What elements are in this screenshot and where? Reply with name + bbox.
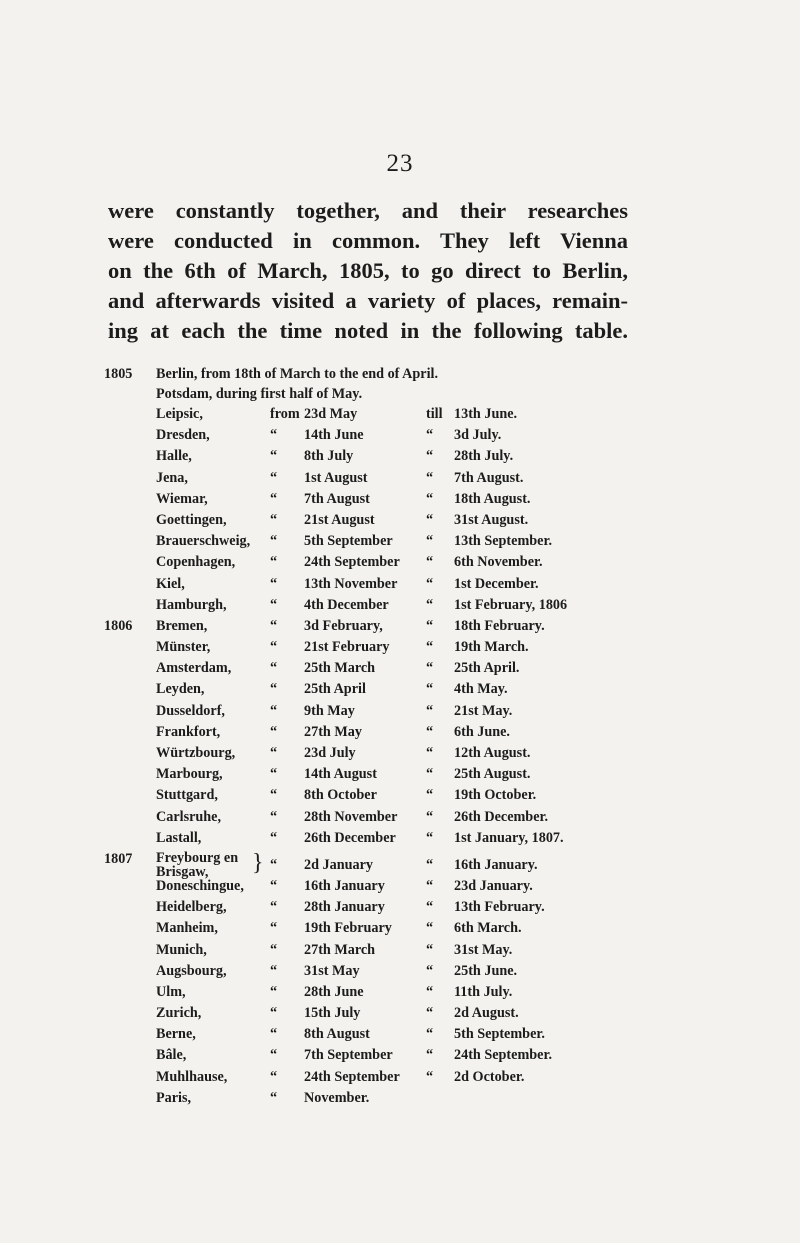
table-row bbox=[104, 1005, 624, 1026]
start-date: 27th March bbox=[304, 941, 376, 958]
till-label: “ bbox=[426, 899, 434, 916]
end-date: 2d October. bbox=[454, 1068, 525, 1085]
end-date: 13th September. bbox=[454, 533, 552, 550]
till-label: “ bbox=[426, 962, 434, 979]
start-date: 24th September bbox=[304, 554, 400, 571]
start-date: 25th April bbox=[304, 681, 366, 698]
till-label: “ bbox=[426, 617, 434, 634]
place-name: Brauerschweig, bbox=[156, 533, 251, 550]
end-date: 23d January. bbox=[454, 877, 533, 894]
place-name: Münster, bbox=[156, 639, 211, 656]
till-label: “ bbox=[426, 723, 434, 740]
end-date: 1st January, 1807. bbox=[454, 829, 564, 846]
start-date: 24th September bbox=[304, 1068, 400, 1085]
table-row bbox=[104, 878, 624, 899]
till-label: “ bbox=[426, 983, 434, 1000]
start-date: 3d February, bbox=[304, 617, 383, 634]
start-date: 16th January bbox=[304, 877, 385, 894]
place-name: Amsterdam, bbox=[156, 660, 232, 677]
till-label: “ bbox=[426, 511, 434, 528]
table-row bbox=[104, 1090, 624, 1111]
start-date: 27th May bbox=[304, 723, 362, 740]
end-date: 16th January. bbox=[454, 856, 538, 873]
table-row bbox=[104, 984, 624, 1005]
till-label: “ bbox=[426, 702, 434, 719]
table-row bbox=[104, 1069, 624, 1090]
end-date: 25th June. bbox=[454, 962, 518, 979]
from-label: “ bbox=[270, 617, 278, 634]
table-row bbox=[104, 681, 624, 702]
paragraph-line: were conducted in common. They left Vienna bbox=[108, 228, 628, 253]
from-label: “ bbox=[270, 962, 278, 979]
place-name: Copenhagen, bbox=[156, 554, 236, 571]
start-date: 14th August bbox=[304, 766, 377, 783]
intro-row bbox=[104, 386, 624, 406]
year-label: 1807 bbox=[104, 850, 133, 867]
from-label: “ bbox=[270, 660, 278, 677]
from-label: “ bbox=[270, 829, 278, 846]
table-row bbox=[104, 491, 624, 512]
from-label: “ bbox=[270, 941, 278, 958]
till-label: “ bbox=[426, 469, 434, 486]
till-label: “ bbox=[426, 575, 434, 592]
end-date: 13th February. bbox=[454, 899, 545, 916]
end-date: 1st December. bbox=[454, 575, 539, 592]
till-label: “ bbox=[426, 596, 434, 613]
table-row bbox=[104, 512, 624, 533]
end-date: 6th March. bbox=[454, 920, 522, 937]
from-label: “ bbox=[270, 702, 278, 719]
place-name: Doneschingue, bbox=[156, 877, 244, 894]
place-name: Paris, bbox=[156, 1089, 192, 1106]
from-label: “ bbox=[270, 427, 278, 444]
end-date: 18th August. bbox=[454, 490, 531, 507]
intro-row bbox=[104, 366, 624, 386]
end-date: 13th June. bbox=[454, 406, 518, 422]
from-label: “ bbox=[270, 533, 278, 550]
paragraph-line: were constantly together, and their researches bbox=[108, 198, 628, 223]
start-date: 26th December bbox=[304, 829, 396, 846]
place-name: Wiemar, bbox=[156, 490, 208, 507]
table-row bbox=[104, 1047, 624, 1068]
table-row bbox=[104, 809, 624, 830]
till-label: “ bbox=[426, 1068, 434, 1085]
end-date: 18th February. bbox=[454, 617, 545, 634]
table-row bbox=[104, 448, 624, 469]
end-date: 26th December. bbox=[454, 808, 549, 825]
from-label: “ bbox=[270, 1047, 278, 1064]
till-label: “ bbox=[426, 1005, 434, 1022]
table-row bbox=[104, 533, 624, 554]
place-name: Kiel, bbox=[156, 575, 185, 592]
from-label: “ bbox=[270, 983, 278, 1000]
place-name bbox=[156, 851, 238, 879]
place-name: Jena, bbox=[156, 469, 188, 486]
table-row bbox=[104, 554, 624, 575]
year-label: 1806 bbox=[104, 617, 133, 634]
from-label: “ bbox=[270, 490, 278, 507]
start-date: 31st May bbox=[304, 962, 360, 979]
table-row bbox=[104, 639, 624, 660]
paragraph-line: on the 6th of March, 1805, to go direct to Berlin, bbox=[108, 258, 628, 283]
table-row bbox=[104, 851, 624, 878]
till-label: “ bbox=[426, 920, 434, 937]
table-row bbox=[104, 963, 624, 984]
till-label: “ bbox=[426, 1047, 434, 1064]
place-name: Munich, bbox=[156, 941, 207, 958]
start-date: 1st August bbox=[304, 469, 368, 486]
end-date: 11th July. bbox=[454, 983, 513, 1000]
start-date: 28th January bbox=[304, 899, 385, 916]
end-date: 28th July. bbox=[454, 448, 514, 465]
end-date: 7th August. bbox=[454, 469, 524, 486]
from-label: “ bbox=[270, 575, 278, 592]
end-date: 5th September. bbox=[454, 1026, 545, 1043]
from-label: “ bbox=[270, 1089, 278, 1106]
brace-symbol: } bbox=[252, 849, 264, 876]
place-name: Heidelberg, bbox=[156, 899, 227, 916]
place-name: Muhlhause, bbox=[156, 1068, 228, 1085]
till-label: “ bbox=[426, 877, 434, 894]
place-name: Stuttgard, bbox=[156, 787, 218, 804]
till-label: till bbox=[426, 406, 443, 422]
table-row bbox=[104, 576, 624, 597]
end-date: 4th May. bbox=[454, 681, 508, 698]
from-label: “ bbox=[270, 596, 278, 613]
place-name: Leipsic, bbox=[156, 406, 203, 422]
from-label: “ bbox=[270, 681, 278, 698]
till-label: “ bbox=[426, 533, 434, 550]
table-row bbox=[104, 470, 624, 491]
start-date: 8th July bbox=[304, 448, 354, 465]
from-label: “ bbox=[270, 766, 278, 783]
from-label: “ bbox=[270, 808, 278, 825]
till-label: “ bbox=[426, 787, 434, 804]
from-label: “ bbox=[270, 469, 278, 486]
table-row bbox=[104, 787, 624, 808]
place-name: Goettingen, bbox=[156, 511, 227, 528]
start-date: 15th July bbox=[304, 1005, 361, 1022]
table-row bbox=[104, 1026, 624, 1047]
end-date: 2d August. bbox=[454, 1005, 519, 1022]
from-label: “ bbox=[270, 787, 278, 804]
end-date: 19th March. bbox=[454, 639, 529, 656]
end-date: 21st May. bbox=[454, 702, 513, 719]
year-label: 1805 bbox=[104, 366, 133, 382]
end-date: 6th June. bbox=[454, 723, 510, 740]
body-paragraph bbox=[108, 196, 628, 346]
place-name: Würtzbourg, bbox=[156, 745, 236, 761]
table-row bbox=[104, 660, 624, 681]
start-date: 7th August bbox=[304, 490, 370, 507]
itinerary-table bbox=[104, 366, 624, 1111]
place-name: Manheim, bbox=[156, 920, 218, 937]
till-label: “ bbox=[426, 554, 434, 571]
paragraph-line: ing at each the time noted in the following table. bbox=[108, 318, 628, 343]
place-name: Lastall, bbox=[156, 829, 202, 846]
till-label: “ bbox=[426, 829, 434, 846]
place-name: Hamburgh, bbox=[156, 596, 227, 613]
end-date: 24th September. bbox=[454, 1047, 552, 1064]
place-name: Augsbourg, bbox=[156, 962, 227, 979]
place-name-line: Brisgaw, bbox=[156, 863, 209, 880]
from-label: “ bbox=[270, 1005, 278, 1022]
end-date: 12th August. bbox=[454, 745, 531, 761]
start-date: 7th September bbox=[304, 1047, 393, 1064]
place-name: Dresden, bbox=[156, 427, 210, 444]
end-date: 3d July. bbox=[454, 427, 502, 444]
place-name-line: Freybourg en bbox=[156, 849, 239, 866]
end-date: 31st August. bbox=[454, 511, 529, 528]
place-name: Berne, bbox=[156, 1026, 196, 1043]
till-label: “ bbox=[426, 808, 434, 825]
place-name: Bâle, bbox=[156, 1047, 187, 1064]
table-row bbox=[104, 830, 624, 851]
table-row bbox=[104, 899, 624, 920]
start-date: 21st August bbox=[304, 511, 375, 528]
place-name: Halle, bbox=[156, 448, 192, 465]
place-name: Ulm, bbox=[156, 983, 186, 1000]
start-date: 28th November bbox=[304, 808, 398, 825]
till-label: “ bbox=[426, 427, 434, 444]
table-row bbox=[104, 618, 624, 639]
till-label: “ bbox=[426, 490, 434, 507]
table-row bbox=[104, 724, 624, 745]
start-date: 4th December bbox=[304, 596, 389, 613]
start-date: 21st February bbox=[304, 639, 390, 656]
start-date: 23d May bbox=[304, 406, 358, 422]
till-label: “ bbox=[426, 1026, 434, 1043]
place-name: Bremen, bbox=[156, 617, 208, 634]
start-date: November. bbox=[304, 1089, 370, 1106]
till-label: “ bbox=[426, 681, 434, 698]
start-date: 23d July bbox=[304, 745, 356, 761]
start-date: 14th June bbox=[304, 427, 364, 444]
place-name: Dusseldorf, bbox=[156, 702, 225, 719]
end-date: 19th October. bbox=[454, 787, 537, 804]
start-date: 8th October bbox=[304, 787, 377, 804]
table-row bbox=[104, 920, 624, 941]
start-date: 2d January bbox=[304, 856, 373, 873]
start-date: 9th May bbox=[304, 702, 355, 719]
table-row bbox=[104, 597, 624, 618]
page-number: 23 bbox=[386, 150, 414, 177]
table-row bbox=[104, 427, 624, 448]
paragraph-line: and afterwards visited a variety of places, remain- bbox=[108, 288, 628, 313]
place-name: Leyden, bbox=[156, 681, 205, 698]
till-label: “ bbox=[426, 856, 434, 873]
from-label: “ bbox=[270, 1068, 278, 1085]
till-label: “ bbox=[426, 766, 434, 783]
from-label: “ bbox=[270, 448, 278, 465]
from-label: “ bbox=[270, 554, 278, 571]
place-name: Zurich, bbox=[156, 1005, 202, 1022]
table-row bbox=[104, 745, 624, 766]
from-label: “ bbox=[270, 511, 278, 528]
start-date: 19th February bbox=[304, 920, 392, 937]
intro-text: Berlin, from 18th of March to the end of April. bbox=[156, 366, 439, 382]
till-label: “ bbox=[426, 745, 434, 761]
from-label: “ bbox=[270, 723, 278, 740]
from-label: “ bbox=[270, 877, 278, 894]
from-label: “ bbox=[270, 899, 278, 916]
end-date: 1st February, 1806 bbox=[454, 596, 568, 613]
table-row bbox=[104, 942, 624, 963]
end-date: 25th April. bbox=[454, 660, 520, 677]
from-label: from bbox=[270, 406, 300, 422]
from-label: “ bbox=[270, 745, 278, 761]
table-row bbox=[104, 766, 624, 787]
from-label: “ bbox=[270, 639, 278, 656]
end-date: 6th November. bbox=[454, 554, 543, 571]
place-name: Marbourg, bbox=[156, 766, 223, 783]
place-name: Frankfort, bbox=[156, 723, 221, 740]
start-date: 13th November bbox=[304, 575, 398, 592]
start-date: 28th June bbox=[304, 983, 364, 1000]
start-date: 8th August bbox=[304, 1026, 370, 1043]
start-date: 5th September bbox=[304, 533, 393, 550]
table-row bbox=[104, 703, 624, 724]
from-label: “ bbox=[270, 1026, 278, 1043]
place-name: Carlsruhe, bbox=[156, 808, 222, 825]
end-date: 25th August. bbox=[454, 766, 531, 783]
end-date: 31st May. bbox=[454, 941, 513, 958]
till-label: “ bbox=[426, 448, 434, 465]
till-label: “ bbox=[426, 639, 434, 656]
table-row bbox=[104, 406, 624, 427]
start-date: 25th March bbox=[304, 660, 376, 677]
intro-text: Potsdam, during first half of May. bbox=[156, 386, 363, 402]
till-label: “ bbox=[426, 660, 434, 677]
from-label: “ bbox=[270, 920, 278, 937]
till-label: “ bbox=[426, 941, 434, 958]
from-label: “ bbox=[270, 856, 278, 873]
